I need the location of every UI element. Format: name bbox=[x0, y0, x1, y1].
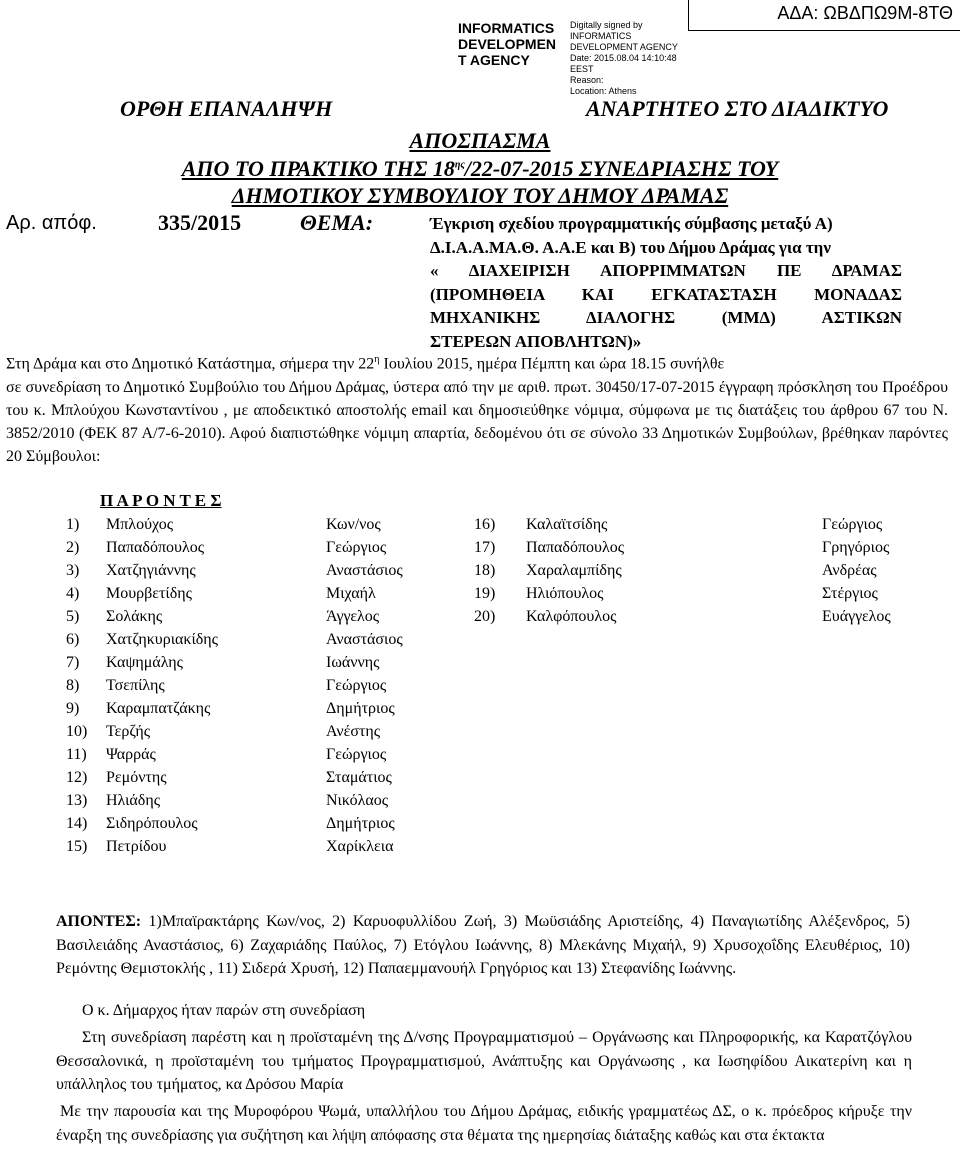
subject-line: ΣΤΕΡΕΩΝ ΑΠΟΒΛΗΤΩΝ)» bbox=[430, 331, 642, 351]
member-surname: Χατζηκυριακίδης bbox=[106, 631, 218, 648]
member-row bbox=[474, 539, 954, 562]
member-surname: Τσεπίλης bbox=[106, 677, 165, 694]
member-name: Χαρίκλεια bbox=[326, 838, 394, 855]
member-surname: Ψαρράς bbox=[106, 746, 156, 763]
member-name: Αναστάσιος bbox=[326, 631, 403, 648]
member-row bbox=[66, 608, 466, 631]
member-surname: Ηλιόπουλος bbox=[526, 585, 604, 602]
decision-number: 335/2015 bbox=[158, 210, 242, 235]
member-surname: Τερζής bbox=[106, 723, 151, 740]
member-row bbox=[66, 516, 466, 539]
member-num: 5) bbox=[66, 608, 80, 625]
present-title: Π Α Ρ Ο Ν Τ Ε Σ bbox=[100, 491, 222, 510]
member-row bbox=[66, 792, 466, 815]
present-list-left bbox=[66, 516, 466, 861]
member-name: Άγγελος bbox=[326, 608, 380, 625]
minutes-sup: ης bbox=[454, 159, 465, 171]
signature-detail-line: Location: Athens bbox=[570, 86, 637, 96]
member-name: Κων/νος bbox=[326, 516, 381, 533]
minutes-line bbox=[0, 156, 960, 182]
member-row bbox=[66, 562, 466, 585]
member-row bbox=[66, 631, 466, 654]
member-surname: Χατζηγιάννης bbox=[106, 562, 196, 579]
member-num: 12) bbox=[66, 769, 88, 786]
member-surname: Μπλούχος bbox=[106, 516, 174, 533]
member-name: Γρηγόριος bbox=[822, 539, 890, 556]
member-name: Γεώργιος bbox=[326, 539, 387, 556]
member-name: Σταμάτιος bbox=[326, 769, 392, 786]
subject-line: ΜΗΧΑΝΙΚΗΣ ΔΙΑΛΟΓΗΣ (ΜΜΔ) ΑΣΤΙΚΩΝ bbox=[430, 308, 902, 327]
member-name: Μιχαήλ bbox=[326, 585, 376, 602]
absent-list: 1)Μπαϊρακτάρης Κων/νος, 2) Καρυοφυλλίδου Ζωή, 3) Μωϋσιάδης Αριστείδης, 4) Παναγιωτίδης Αλέξενδρος, 5) Βασιλειάδης Αναστάσιος, 6) Ζαχαριάδης Παύλος, 7) Ετόγλου Ιωάννης, 8) Μλεκάνης Μιχαήλ, 9) Χρυσοχοΐδης Ελευθέριος, 10) Ρεμόντης Θεμιστοκλής , 11) Σιδερά Χρυσή, 12) Παπαεμμανουήλ Γρηγόριος και 13) Στεφανίδης Ιωάννης. bbox=[56, 913, 910, 977]
member-row bbox=[66, 723, 466, 746]
member-name: Ανδρέας bbox=[822, 562, 877, 579]
member-num: 8) bbox=[66, 677, 80, 694]
closing-paragraph: Με την παρουσία και της Μυροφόρου Ψωμά, υπαλλήλου του Δήμου Δράμας, ειδικής γραμματέως ΔΣ, ο κ. πρόεδρος κήρυξε την έναρξη της συνεδρίασης για συζήτηση και λήψη απόφασης στα θέματα της ημερησίας διάταξης καθώς και στα έκτακτα bbox=[56, 1103, 912, 1144]
member-surname: Σολάκης bbox=[106, 608, 163, 625]
member-name: Γεώργιος bbox=[326, 677, 387, 694]
subject-block bbox=[430, 212, 902, 353]
member-name: Αναστάσιος bbox=[326, 562, 403, 579]
member-row bbox=[66, 815, 466, 838]
member-num: 17) bbox=[474, 539, 496, 556]
subject-line: Έγκριση σχεδίου προγραμματικής σύμβασης μεταξύ Α) bbox=[430, 214, 833, 233]
member-name: Νικόλαος bbox=[326, 792, 389, 809]
member-num: 18) bbox=[474, 562, 496, 579]
member-name: Γεώργιος bbox=[822, 516, 883, 533]
member-name: Γεώργιος bbox=[326, 746, 387, 763]
member-surname: Παπαδόπουλος bbox=[106, 539, 205, 556]
signature-organization bbox=[458, 20, 568, 68]
member-row bbox=[66, 539, 466, 562]
intro-line bbox=[6, 354, 724, 373]
member-num: 14) bbox=[66, 815, 88, 832]
council-line: ΔΗΜΟΤΙΚΟΥ ΣΥΜΒΟΥΛΙΟΥ ΤΟΥ ΔΗΜΟΥ ΔΡΑΜΑΣ bbox=[231, 183, 729, 208]
member-row bbox=[66, 838, 466, 861]
member-surname: Χαραλαμπίδης bbox=[526, 562, 622, 579]
signature-detail-line: INFORMATICS bbox=[570, 31, 632, 41]
member-num: 9) bbox=[66, 700, 80, 717]
member-surname: Μουρβετίδης bbox=[106, 585, 192, 602]
ada-box bbox=[688, 0, 960, 31]
signature-detail-line: Reason: bbox=[570, 75, 604, 85]
signature-details bbox=[570, 20, 678, 97]
member-num: 19) bbox=[474, 585, 496, 602]
member-row bbox=[66, 769, 466, 792]
member-num: 16) bbox=[474, 516, 496, 533]
member-row bbox=[66, 585, 466, 608]
member-row bbox=[66, 677, 466, 700]
decision-label: Αρ. απόφ. bbox=[6, 212, 97, 234]
member-row bbox=[66, 654, 466, 677]
mayor-line: Ο κ. Δήμαρχος ήταν παρών στη συνεδρίαση bbox=[82, 1002, 366, 1019]
intro-paragraph: σε συνεδρίαση το Δημοτικό Συμβούλιο του Δήμου Δράμας, ύστερα από την με αριθ. πρωτ. 30450/17-07-2015 έγγραφη πρόσκληση του Προέδρου του κ. Μπλούχου Κωνσταντίνου , με αποδεικτικό αποστολής email και δημοσιεύθηκε νόμιμα, σύμφωνα με τις διατάξεις του άρθρου 67 του Ν. 3852/2010 (ΦΕΚ 87 Α/7-6-2010). Αφού διαπιστώθηκε νόμιμη απαρτία, δεδομένου ότι σε σύνολο 33 Δημοτικών Συμβούλων, βρέθηκαν παρόντες 20 Σύμβουλοι: bbox=[6, 379, 948, 465]
signature-org-line: DEVELOPMEN bbox=[458, 36, 557, 52]
intro-line-a: Στη Δράμα και στο Δημοτικό Κατάστημα, σήμερα την 22 bbox=[6, 355, 375, 373]
member-num: 10) bbox=[66, 723, 88, 740]
member-surname: Παπαδόπουλος bbox=[526, 539, 625, 556]
member-num: 1) bbox=[66, 516, 80, 533]
member-surname: Καλφόπουλος bbox=[526, 608, 617, 625]
correction-note: ΟΡΘΗ ΕΠΑΝΑΛΗΨΗ bbox=[120, 96, 333, 121]
member-row bbox=[66, 700, 466, 723]
signature-detail-line: EEST bbox=[570, 64, 594, 74]
member-row bbox=[66, 746, 466, 769]
member-name: Ευάγγελος bbox=[822, 608, 891, 625]
member-surname: Καραμπατζάκης bbox=[106, 700, 211, 717]
attendance-paragraph: Στη συνεδρίαση παρέστη και η προϊσταμένη της Δ/νσης Προγραμματισμού – Οργάνωσης και Πληροφορικής, κα Καρατζόγλου Θεσσαλονικά, η προϊσταμένη του τμήματος Προγραμματισμού, Ανάπτυξης και Οργάνωσης , κα Ιωσηφίδου Αικατερίνη και η υπάλληλος του τμήματος, κα Δρόσου Μαρία bbox=[56, 1029, 912, 1093]
signature-org-line: T AGENCY bbox=[458, 52, 530, 68]
member-num: 13) bbox=[66, 792, 88, 809]
member-name: Στέργιος bbox=[822, 585, 878, 602]
member-num: 11) bbox=[66, 746, 87, 763]
absent-paragraph bbox=[56, 910, 910, 981]
member-name: Δημήτριος bbox=[326, 815, 395, 832]
signature-detail-line: DEVELOPMENT AGENCY bbox=[570, 42, 678, 52]
member-name: Ιωάννης bbox=[326, 654, 380, 671]
document-title: ΑΠΟΣΠΑΣΜΑ bbox=[409, 128, 551, 153]
signature-detail-line: Date: 2015.08.04 14:10:48 bbox=[570, 53, 677, 63]
subject-line: « ΔΙΑΧΕΙΡΙΣΗ ΑΠΟΡΡΙΜΜΑΤΩΝ ΠΕ ΔΡΑΜΑΣ bbox=[430, 261, 902, 280]
theme-label: ΘΕΜΑ: bbox=[300, 210, 374, 235]
subject-line: (ΠΡΟΜΗΘΕΙΑ ΚΑΙ ΕΓΚΑΤΑΣΤΑΣΗ ΜΟΝΑΔΑΣ bbox=[430, 284, 902, 304]
member-num: 6) bbox=[66, 631, 80, 648]
member-num: 4) bbox=[66, 585, 80, 602]
member-name: Δημήτριος bbox=[326, 700, 395, 717]
member-num: 15) bbox=[66, 838, 88, 855]
member-num: 7) bbox=[66, 654, 80, 671]
ada-code: ΑΔΑ: ΩΒΔΠΩ9Μ-8ΤΘ bbox=[777, 3, 953, 23]
member-num: 2) bbox=[66, 539, 80, 556]
member-num: 3) bbox=[66, 562, 80, 579]
publish-note: ΑΝΑΡΤΗΤΕΟ ΣΤΟ ΔΙΑΔΙΚΤΥΟ bbox=[586, 96, 889, 121]
member-row bbox=[474, 516, 954, 539]
member-row bbox=[474, 585, 954, 608]
member-surname: Ηλιάδης bbox=[106, 792, 161, 809]
minutes-suffix: /22-07-2015 ΣΥΝΕΔΡΙΑΣΗΣ ΤΟΥ bbox=[464, 156, 779, 181]
member-surname: Καψημάλης bbox=[106, 654, 184, 671]
member-name: Ανέστης bbox=[326, 723, 381, 740]
subject-line: Δ.Ι.Α.Α.ΜΑ.Θ. Α.Α.Ε και Β) του Δήμου Δράμας για την bbox=[430, 237, 831, 257]
member-surname: Ρεμόντης bbox=[106, 769, 167, 786]
absent-label: ΑΠΟΝΤΕΣ: bbox=[56, 913, 142, 930]
intro-sup: η bbox=[374, 354, 380, 365]
member-row bbox=[474, 608, 954, 631]
member-surname: Σιδηρόπουλος bbox=[106, 815, 198, 832]
member-surname: Πετρίδου bbox=[106, 838, 167, 855]
present-list-right bbox=[474, 516, 954, 631]
intro-line-b: Ιουλίου 2015, ημέρα Πέμπτη και ώρα 18.15 συνήλθε bbox=[379, 355, 725, 373]
minutes-prefix: ΑΠΟ ΤΟ ΠΡΑΚΤΙΚΟ ΤΗΣ 18 bbox=[181, 156, 455, 181]
member-row bbox=[474, 562, 954, 585]
member-num: 20) bbox=[474, 608, 496, 625]
signature-detail-line: Digitally signed by bbox=[570, 20, 643, 30]
member-surname: Καλαϊτσίδης bbox=[526, 516, 608, 533]
signature-org-line: INFORMATICS bbox=[458, 20, 555, 36]
